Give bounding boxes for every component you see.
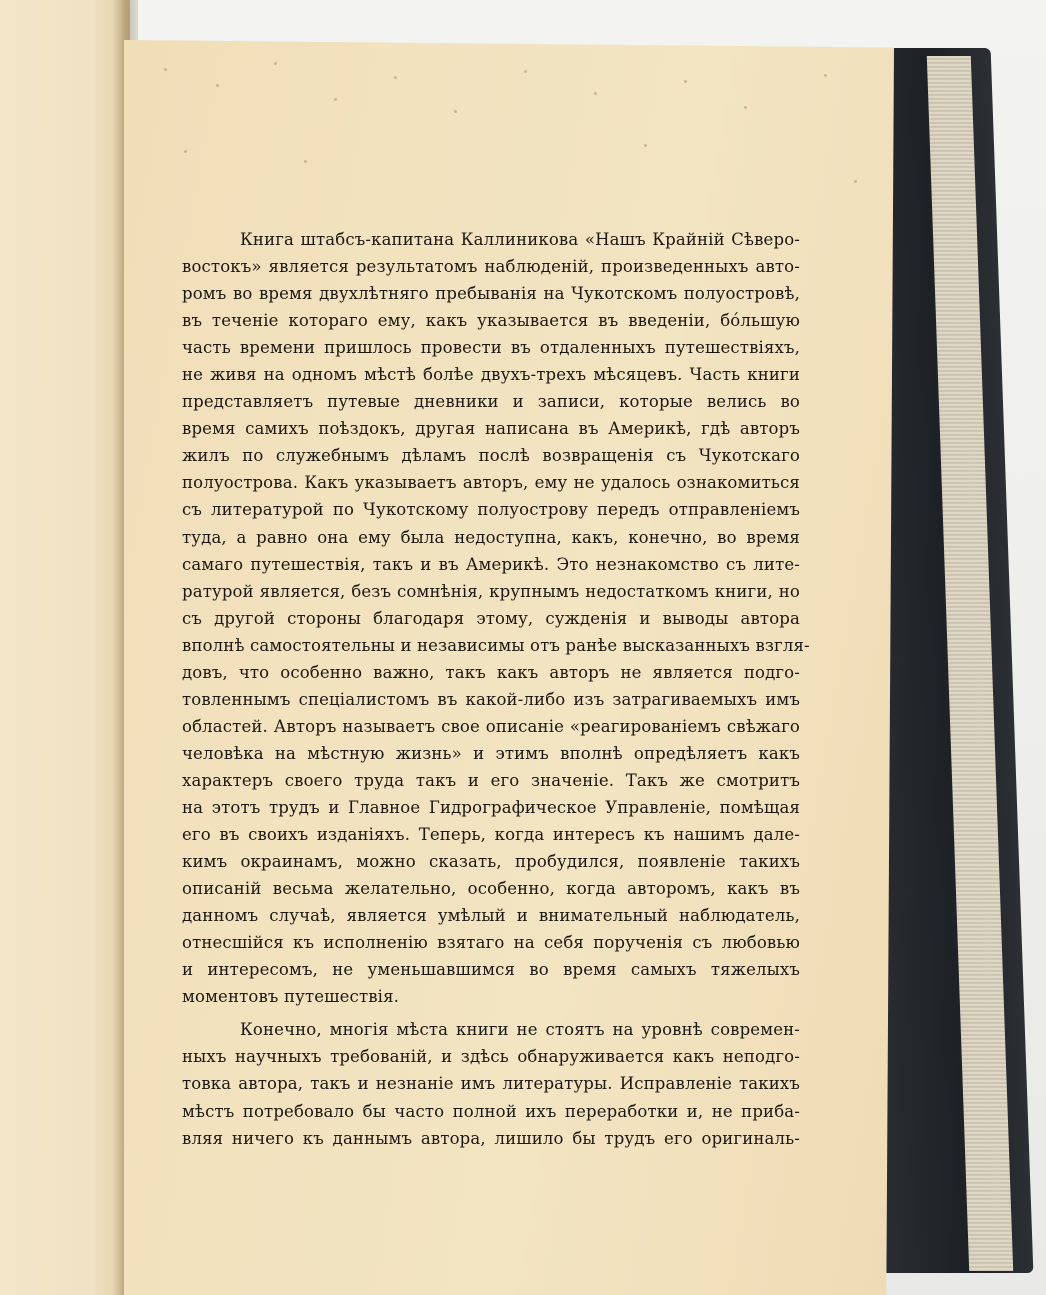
text-line: представляетъ путевые дневники и записи, которые велись во [182,392,800,412]
paper-speck [304,160,307,163]
text-line: данномъ случаѣ, является умѣлый и внимательный наблюдатель, [182,906,800,926]
text-line: на этотъ трудъ и Главное Гидрографическое Управленiе, помѣщая [182,797,800,817]
text-line: самаго путешествiя, такъ и въ Америкѣ. Это незнакомство съ лите- [182,554,800,574]
text-line: не живя на одномъ мѣстѣ болѣе двухъ-трехъ мѣсяцевъ. Часть книги [182,365,800,385]
text-line: съ другой стороны благодаря этому, сужденiя и выводы автора [182,608,800,628]
paper-speck [524,70,527,73]
text-line: кимъ окраинамъ, можно сказать, пробудился, появленiе такихъ [182,852,800,872]
text-line: жилъ по служебнымъ дѣламъ послѣ возвращенiя съ Чукотскаго [182,446,800,466]
text-line: ратурой является, безъ сомнѣнiя, крупнымъ недостаткомъ книги, но [182,581,800,601]
text-line: вляя ничего къ даннымъ автора, лишило бы трудъ его оригиналь- [182,1128,800,1148]
text-line: съ литературой по Чукотскому полуострову передъ отправленiемъ [182,500,800,520]
paper-speck [854,180,857,183]
text-line: описанiй весьма желательно, особенно, когда авторомъ, какъ въ [182,879,800,899]
text-line: мѣстъ потребовало бы часто полной ихъ переработки и, не приба- [182,1101,800,1121]
paper-speck [824,74,827,77]
paper-speck [454,110,457,113]
text-line: Книга штабсъ-капитана Каллиникова «Нашъ Крайнiй Сѣверо- [240,230,800,249]
text-line: товленнымъ спецiалистомъ въ какой-либо изъ затрагиваемыхъ имъ [182,689,800,709]
text-line: товка автора, такъ и незнанiе имъ литературы. Исправленiе такихъ [182,1074,800,1094]
text-line: моментовъ путешествiя. [182,987,400,1007]
paper-speck [594,92,597,95]
text-line: областей. Авторъ называетъ свое описанiе «реагированiемъ свѣжаго [182,716,800,736]
paper-speck [184,150,187,153]
text-line: ныхъ научныхъ требованiй, и здѣсь обнаруживается какъ неподго- [182,1047,800,1067]
paper-speck [644,144,647,147]
text-line: часть времени пришлось провести въ отдаленныхъ путешествiяхъ, [182,338,800,358]
paper-speck [334,98,337,101]
text-line: время самихъ поѣздокъ, другая написана въ Америкѣ, гдѣ авторъ [182,419,800,439]
text-line: въ теченiе котораго ему, какъ указывается въ введенiи, бóльшую [182,311,800,331]
paper-speck [274,62,277,65]
paper-speck [164,68,167,71]
text-line: человѣка на мѣстную жизнь» и этимъ вполнѣ опредѣляетъ какъ [182,743,800,763]
text-line: Конечно, многiя мѣста книги не стоятъ на уровнѣ современ- [240,1020,800,1040]
text-line: довъ, что особенно важно, такъ какъ авторъ не является подго- [182,662,800,682]
text-line: вполнѣ самостоятельны и независимы отъ ранѣе высказанныхъ взгля- [182,635,810,655]
page-text [182,226,810,1152]
text-line: ромъ во время двухлѣтняго пребыванiя на Чукотскомъ полуостровѣ, [182,284,800,304]
text-line: характеръ своего труда такъ и его значенiе. Такъ же смотритъ [182,770,800,790]
text-line: его въ своихъ изданiяхъ. Теперь, когда интересъ къ нашимъ дале- [182,825,800,845]
text-line: отнесшiйся къ исполненiю взятаго на себя порученiя съ любовью [182,933,800,953]
paper-speck [216,84,219,87]
text-line: полуострова. Какъ указываетъ авторъ, ему не удалось ознакомиться [182,473,800,493]
text-line: туда, а равно она ему была недоступна, какъ, конечно, во время [182,527,800,547]
facing-page [0,0,130,1295]
paper-speck [394,76,397,79]
text-line: и интересомъ, не уменьшавшимся во время самыхъ тяжелыхъ [182,960,800,980]
paper-speck [744,106,747,109]
paper-speck [684,80,687,83]
text-line: востокъ» является результатомъ наблюденiй, произведенныхъ авто- [182,257,800,277]
